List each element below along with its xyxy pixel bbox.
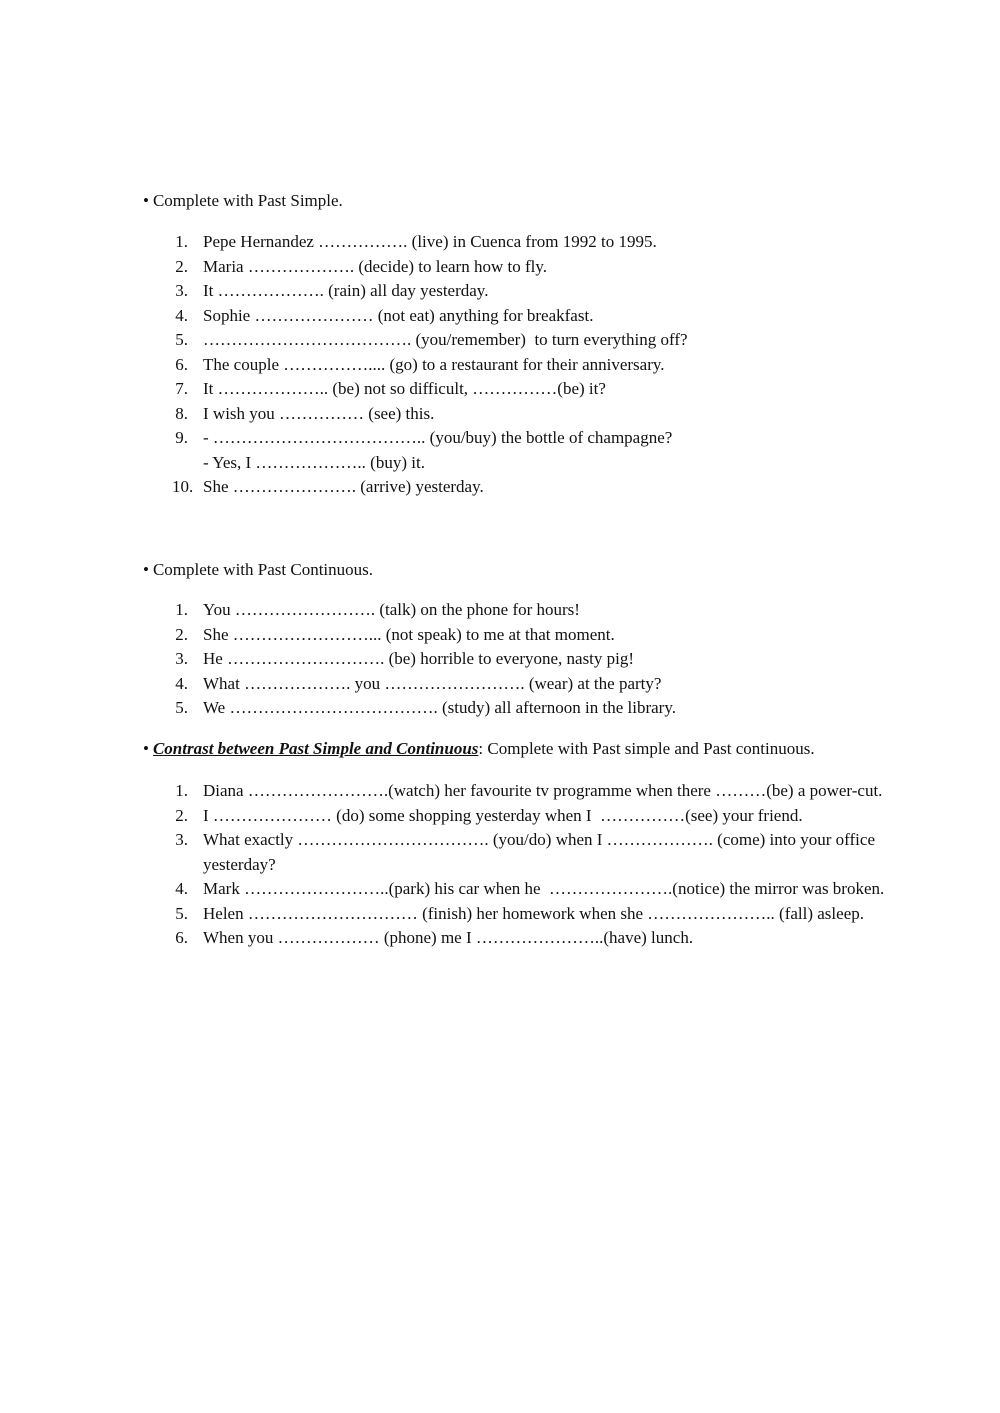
- list-item: [172, 279, 892, 304]
- section-heading-past-simple: [143, 190, 343, 212]
- item-text-reply: - Yes, I ……………….. (buy) it.: [203, 452, 425, 472]
- item-number: 8 .: [172, 402, 188, 427]
- list-item: [172, 475, 892, 500]
- list-item: [172, 647, 892, 672]
- exercise-list-contrast: [172, 779, 892, 951]
- list-item: [172, 672, 892, 697]
- item-text: It ………………. (rain) all day yesterday.: [203, 281, 489, 300]
- item-text: - ……………………………….. (you/buy) the bottle of champagne?: [203, 428, 673, 447]
- item-text: It ……………….. (be) not so difficult, ……………(be) it?: [203, 379, 606, 398]
- item-text: ………………………………. (you/remember) to turn everything off?: [203, 330, 688, 349]
- list-item: [172, 623, 892, 648]
- bullet: •: [143, 560, 149, 579]
- bullet: •: [143, 191, 149, 210]
- item-text: What ………………. you ……………………. (wear) at the party?: [203, 673, 662, 693]
- item-text: Diana …………………….(watch) her favourite tv programme when there ………(be) a power-cut.: [203, 781, 883, 800]
- item-text: She …………………. (arrive) yesterday.: [203, 477, 484, 496]
- heading-text: : Complete with Past simple and Past continuous.: [478, 739, 815, 758]
- item-number: 9 .: [172, 426, 188, 451]
- list-item: [172, 230, 892, 255]
- list-item: [172, 828, 892, 877]
- item-text: Maria ………………. (decide) to learn how to fly.: [203, 256, 548, 276]
- bullet: •: [143, 739, 149, 758]
- list-item: [172, 255, 892, 280]
- item-number: 1 .: [172, 230, 188, 255]
- item-number: 4 .: [172, 672, 188, 697]
- item-number: 5 .: [172, 328, 188, 353]
- item-text: She ……………………... (not speak) to me at that moment.: [203, 624, 615, 644]
- list-item: [172, 877, 892, 902]
- section-heading-past-continuous: [143, 559, 373, 581]
- item-number: 3 .: [172, 828, 188, 853]
- list-item: [172, 926, 892, 951]
- item-number: 10 .: [172, 475, 188, 500]
- item-text: Pepe Hernandez ……………. (live) in Cuenca from 1992 to 1995.: [203, 232, 657, 251]
- section-heading-contrast: [143, 738, 815, 760]
- item-text: You ……………………. (talk) on the phone for hours!: [203, 600, 580, 619]
- list-item: [172, 377, 892, 402]
- item-number: 1 .: [172, 779, 188, 804]
- item-text: We ………………………………. (study) all afternoon in the library.: [203, 698, 676, 717]
- item-number: 7 .: [172, 377, 188, 402]
- item-number: 6 .: [172, 353, 188, 378]
- list-item: [172, 304, 892, 329]
- item-text: I ………………… (do) some shopping yesterday when I ……………(see) your friend.: [203, 805, 803, 825]
- item-text: Mark ……………………..(park) his car when he ………………….(notice) the mirror was broken.: [203, 879, 885, 898]
- list-item: [172, 696, 892, 721]
- list-item: [172, 353, 892, 378]
- item-number: 5 .: [172, 902, 188, 927]
- item-number: 2 .: [172, 804, 188, 829]
- item-number: 2 .: [172, 255, 188, 280]
- item-text: When you ……………… (phone) me I …………………..(have) lunch.: [203, 928, 694, 947]
- item-number: 3 .: [172, 647, 188, 672]
- list-item: [172, 426, 892, 475]
- item-text: He ………………………. (be) horrible to everyone, nasty pig!: [203, 649, 635, 668]
- item-number: 1 .: [172, 598, 188, 623]
- heading-text: Complete with Past Simple.: [152, 191, 343, 210]
- heading-emphasis: Contrast between Past Simple and Continuous: [152, 739, 479, 758]
- item-number: 5 .: [172, 696, 188, 721]
- item-text: The couple …………….... (go) to a restaurant for their anniversary.: [203, 354, 665, 374]
- list-item: [172, 779, 892, 804]
- item-number: 3 .: [172, 279, 188, 304]
- exercise-list-past-continuous: [172, 598, 892, 721]
- item-text: What exactly ……………………………. (you/do) when I ………………. (come) into your office yesterday?: [203, 830, 880, 874]
- item-text: I wish you …………… (see) this.: [203, 403, 435, 423]
- heading-text: Complete with Past Continuous.: [152, 560, 374, 579]
- item-number: 2 .: [172, 623, 188, 648]
- list-item: [172, 402, 892, 427]
- list-item: [172, 902, 892, 927]
- item-number: 4 .: [172, 304, 188, 329]
- list-item: [172, 598, 892, 623]
- item-number: 6 .: [172, 926, 188, 951]
- item-text: Helen ………………………… (finish) her homework when she ………………….. (fall) asleep.: [203, 903, 864, 923]
- list-item: [172, 804, 892, 829]
- item-number: 4 .: [172, 877, 188, 902]
- item-text: Sophie ………………… (not eat) anything for breakfast.: [203, 305, 594, 325]
- list-item: [172, 328, 892, 353]
- exercise-list-past-simple: [172, 230, 892, 500]
